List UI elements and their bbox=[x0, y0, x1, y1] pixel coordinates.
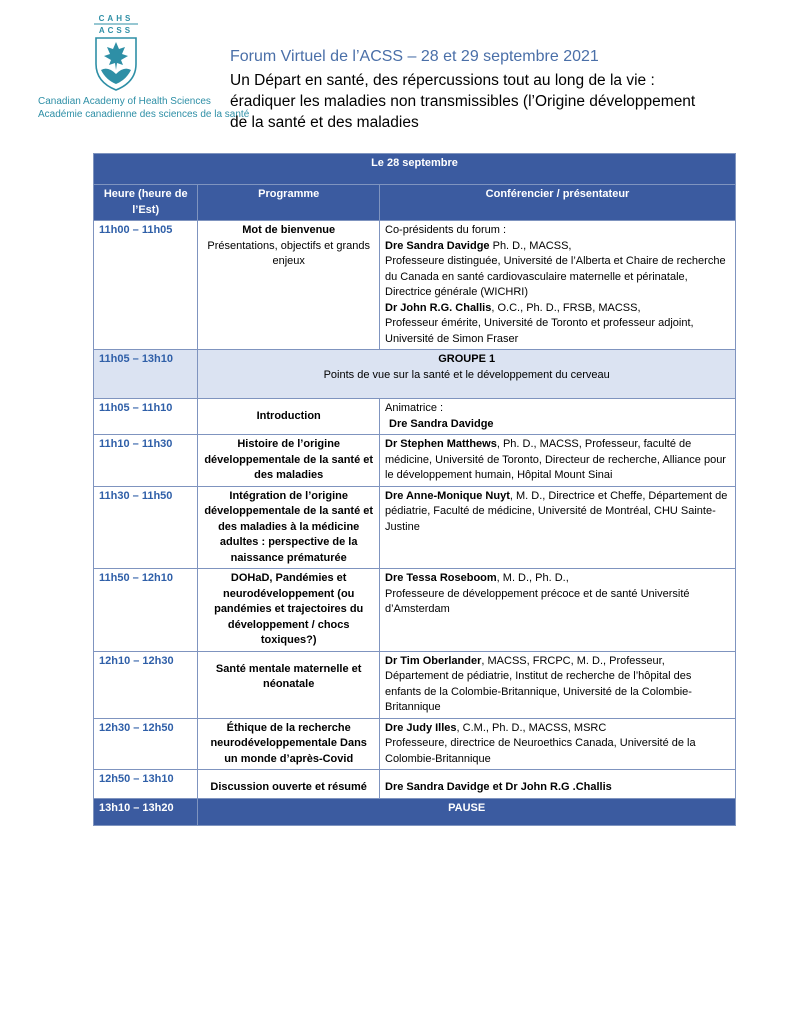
date-header: Le 28 septembre bbox=[94, 154, 736, 185]
forum-subtitle: Un Départ en santé, des répercussions tout au long de la vie : éradiquer les maladies non transmissibles (l’Origine développement de la santé et des maladies bbox=[230, 72, 696, 131]
speaker-affiliation: Professeure distinguée, Université de l’Alberta et Chaire de recherche du Canada en santé cardiovasculaire maternelle et périnatale, Directrice générale (WICHRI) bbox=[385, 255, 726, 298]
group-cell bbox=[198, 350, 736, 399]
table-row bbox=[94, 569, 736, 652]
speaker-credentials: , M. D., Directrice et Cheffe, Département de pédiatrie, Faculté de médicine, Université de Montréal, CHU Sainte-Justine bbox=[385, 489, 728, 533]
row-speaker bbox=[380, 435, 736, 487]
speaker-name: Dre Sandra Davidge bbox=[385, 239, 490, 252]
speaker-credentials: , O.C., Ph. D., FRSB, MACSS, bbox=[491, 301, 641, 314]
speaker-name: Dr Tim Oberlander bbox=[385, 654, 482, 667]
speaker-label: Animatrice : bbox=[385, 402, 444, 414]
row-time: 12h30 – 12h50 bbox=[94, 718, 198, 770]
date-header-row bbox=[94, 154, 736, 185]
program-title: Intégration de l’origine développementale de la santé et des maladies à la médicine adultes : perspective de la naissance prématurée bbox=[198, 486, 380, 569]
col-header-time: Heure (heure de l’Est) bbox=[94, 185, 198, 221]
program-title: Histoire de l’origine développementale de la santé et des maladies bbox=[198, 435, 380, 487]
row-time: 11h10 – 11h30 bbox=[94, 435, 198, 487]
svg-text:CAHS: CAHS bbox=[98, 14, 134, 23]
speaker-affiliation: Professeure, directrice de Neuroethics Canada, Université de la Colombie-Britannique bbox=[385, 737, 696, 765]
program-title: Mot de bienvenue bbox=[242, 224, 336, 236]
row-speaker bbox=[380, 399, 736, 435]
row-program bbox=[198, 221, 380, 350]
row-time: 11h00 – 11h05 bbox=[94, 221, 198, 350]
speaker-name: Dre Sandra Davidge et Dr John R.G .Challis bbox=[380, 770, 736, 799]
program-title: Discussion ouverte et résumé bbox=[198, 770, 380, 799]
row-time: 12h50 – 13h10 bbox=[94, 770, 198, 799]
row-time: 12h10 – 12h30 bbox=[94, 651, 198, 718]
table-row bbox=[94, 221, 736, 350]
speaker-name: Dr Stephen Matthews bbox=[385, 438, 497, 450]
svg-text:ACSS: ACSS bbox=[98, 26, 134, 35]
group-title: GROUPE 1 bbox=[438, 353, 496, 365]
column-header-row bbox=[94, 185, 736, 221]
speaker-intro: Co-présidents du forum : bbox=[385, 224, 507, 236]
speaker-affiliation: Professeure de développement précoce et de santé Université d’Amsterdam bbox=[385, 587, 690, 615]
speaker-name: Dre Sandra Davidge bbox=[389, 417, 494, 430]
pause-row bbox=[94, 798, 736, 825]
table-row bbox=[94, 651, 736, 718]
speaker-credentials: , M. D., Ph. D., bbox=[496, 572, 569, 584]
logo-name-en: Canadian Academy of Health Sciences bbox=[38, 96, 211, 107]
speaker-line bbox=[385, 301, 730, 317]
row-time: 13h10 – 13h20 bbox=[94, 798, 198, 825]
table-row bbox=[94, 486, 736, 569]
group-row bbox=[94, 350, 736, 399]
row-speaker bbox=[380, 221, 736, 350]
program-desc: Présentations, objectifs et grands enjeux bbox=[207, 239, 371, 267]
table-row bbox=[94, 718, 736, 770]
logo-name-fr: Académie canadienne des sciences de la santé bbox=[38, 109, 250, 120]
speaker-line bbox=[385, 239, 730, 255]
speaker-line bbox=[385, 721, 730, 737]
group-subtitle: Points de vue sur la santé et le développement du cerveau bbox=[323, 368, 610, 381]
col-header-program: Programme bbox=[198, 185, 380, 221]
row-speaker bbox=[380, 718, 736, 770]
table-row bbox=[94, 770, 736, 799]
speaker-affiliation: Professeur émérite, Université de Toronto et professeur adjoint, Université de Simon Fraser bbox=[385, 317, 694, 345]
row-time: 11h05 – 13h10 bbox=[94, 350, 198, 399]
cahs-shield-logo-icon bbox=[88, 12, 144, 92]
program-title: Introduction bbox=[198, 399, 380, 435]
table-row bbox=[94, 435, 736, 487]
speaker-credentials: , C.M., Ph. D., MACSS, MSRC bbox=[456, 721, 607, 734]
speaker-line bbox=[385, 571, 730, 587]
speaker-name: Dre Judy Illes bbox=[385, 721, 457, 734]
speaker-credentials: , MACSS, FRCPC, M. D., Professeur, Département de pédiatrie, Institut de recherche de l’hôpital des enfants de la Colombie-Britannique, Université de la Colombie-Britannique bbox=[385, 654, 692, 713]
row-time: 11h30 – 11h50 bbox=[94, 486, 198, 569]
speaker-credentials: , Ph. D., MACSS, Professeur, faculté de médicine, Université de Toronto, Directeur de recherche, Alliance pour le développement humain, Hôpital Mount Sinai bbox=[385, 438, 726, 481]
program-title: Santé mentale maternelle et néonatale bbox=[198, 651, 380, 718]
speaker-name: Dre Tessa Roseboom bbox=[385, 572, 497, 584]
pause-label: PAUSE bbox=[198, 798, 736, 825]
program-title: DOHaD, Pandémies et neurodéveloppement (ou pandémies et trajectoires du développement / chocs toxiques?) bbox=[198, 569, 380, 652]
program-table bbox=[93, 153, 736, 826]
forum-title: Forum Virtuel de l’ACSS – 28 et 29 septembre 2021 bbox=[230, 48, 599, 65]
col-header-speaker: Conférencier / présentateur bbox=[380, 185, 736, 221]
program-title: Éthique de la recherche neurodéveloppementale Dans un monde d’après-Covid bbox=[198, 718, 380, 770]
table-row bbox=[94, 399, 736, 435]
speaker-name: Dre Anne-Monique Nuyt bbox=[385, 489, 510, 502]
row-time: 11h50 – 12h10 bbox=[94, 569, 198, 652]
row-speaker bbox=[380, 651, 736, 718]
row-time: 11h05 – 11h10 bbox=[94, 399, 198, 435]
row-speaker bbox=[380, 486, 736, 569]
row-speaker bbox=[380, 569, 736, 652]
speaker-credentials: Ph. D., MACSS, bbox=[489, 239, 572, 252]
speaker-name: Dr John R.G. Challis bbox=[385, 301, 492, 314]
